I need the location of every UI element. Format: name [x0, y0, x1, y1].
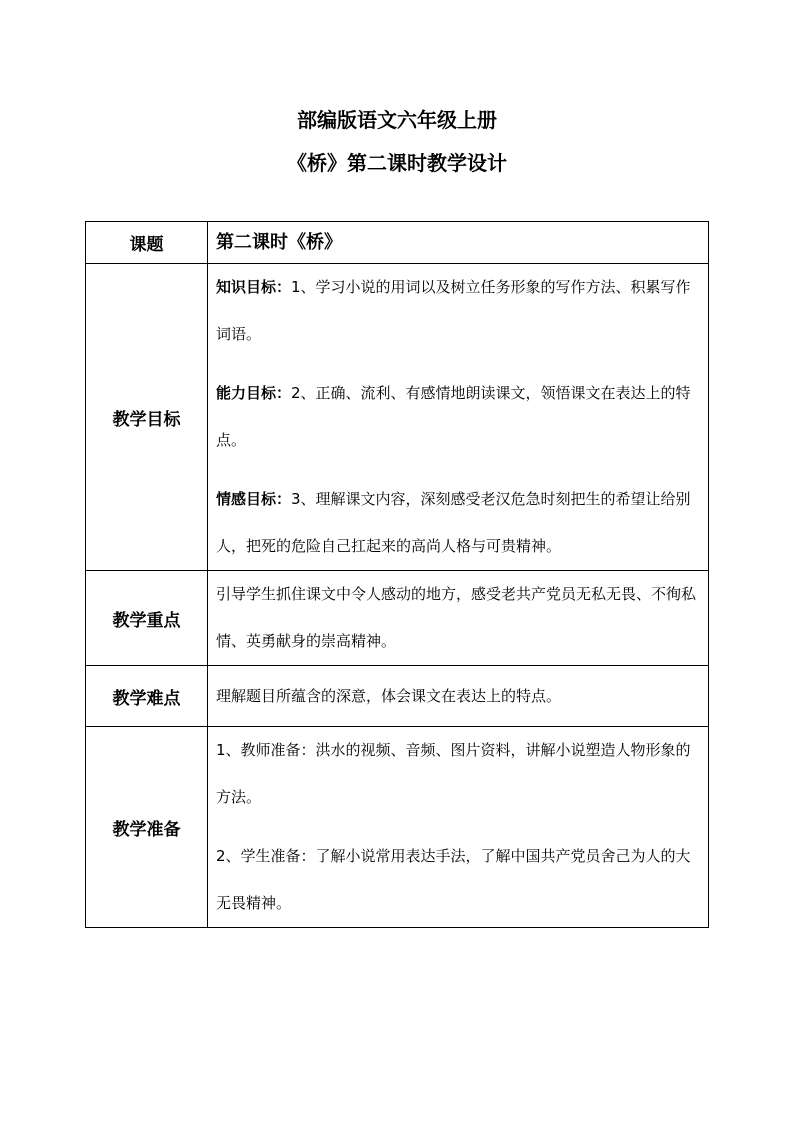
goals-content — [208, 264, 709, 571]
topic-value: 第二课时《桥》 — [208, 222, 709, 264]
emotion-goal-head: 情感目标： — [216, 490, 292, 508]
emotion-goal-text: 3、理解课文内容，深刻感受老汉危急时刻把生的希望让给别人，把死的危险自己扛起来的高尚人格与可贵精神。 — [216, 490, 691, 555]
ability-goal-text: 2、正确、流利、有感情地朗读课文，领悟课文在表达上的特点。 — [216, 384, 691, 449]
ability-goal-head: 能力目标： — [216, 384, 292, 402]
goals-label: 教学目标 — [86, 264, 208, 571]
key-points-text: 引导学生抓住课文中令人感动的地方，感受老共产党员无私无畏、不徇私情、英勇献身的崇高精神。 — [208, 571, 709, 666]
table-row-difficulties — [86, 666, 709, 727]
knowledge-goal — [216, 264, 700, 358]
table-row-topic — [86, 222, 709, 264]
emotion-goal — [216, 476, 700, 570]
preparation-content — [208, 727, 709, 928]
table-row-key-points — [86, 571, 709, 666]
difficulties-label: 教学难点 — [86, 666, 208, 727]
lesson-plan-table — [85, 221, 709, 928]
document-subtitle: 《桥》第二课时教学设计 — [287, 151, 507, 175]
table-row-preparation — [86, 727, 709, 928]
difficulties-text: 理解题目所蕴含的深意，体会课文在表达上的特点。 — [208, 666, 709, 727]
document-title: 部编版语文六年级上册 — [297, 108, 497, 132]
preparation-label: 教学准备 — [86, 727, 208, 928]
knowledge-goal-head: 知识目标： — [216, 278, 292, 296]
teacher-preparation: 1、教师准备：洪水的视频、音频、图片资料，讲解小说塑造人物形象的方法。 — [216, 741, 691, 806]
topic-label: 课题 — [86, 222, 208, 264]
knowledge-goal-text: 1、学习小说的用词以及树立任务形象的写作方法、积累写作词语。 — [216, 278, 691, 343]
key-points-label: 教学重点 — [86, 571, 208, 666]
table-row-goals — [86, 264, 709, 571]
student-preparation: 2、学生准备：了解小说常用表达手法，了解中国共产党员舍己为人的大无畏精神。 — [216, 847, 691, 912]
ability-goal — [216, 370, 700, 464]
